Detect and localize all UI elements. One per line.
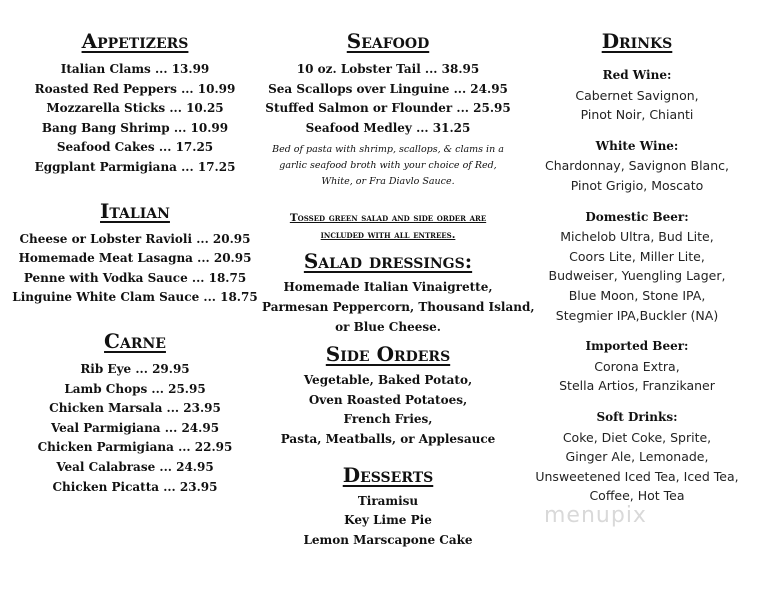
side-order-line: Oven Roasted Potatoes, — [308, 392, 468, 407]
appetizers-title: Appetizers — [81, 29, 189, 53]
drink-line: Budweiser, Yuengling Lager, — [548, 268, 726, 284]
menupix-watermark: menupix — [544, 503, 647, 528]
seafood-note: White, or Fra Diavlo Sauce. — [321, 176, 455, 188]
menu-item: Sea Scallops over Linguine ... 24.95 — [268, 81, 508, 96]
salad-dressing-line: or Blue Cheese. — [335, 319, 441, 334]
side-orders-title: Side Orders — [325, 342, 451, 367]
drink-category: White Wine: — [595, 138, 679, 153]
carne-title: Carne — [104, 328, 166, 353]
drink-line: Coffee, Hot Tea — [589, 488, 685, 504]
drink-line: Blue Moon, Stone IPA, — [568, 287, 706, 303]
seafood-note: Bed of pasta with shrimp, scallops, & clams in a — [272, 144, 504, 156]
drink-line: Coors Lite, Miller Lite, — [569, 248, 705, 264]
drink-line: Stella Artios, Franzikaner — [559, 378, 715, 394]
menu-item: Chicken Marsala ... 23.95 — [49, 401, 221, 416]
menu-item: Chicken Picatta ... 23.95 — [52, 479, 218, 494]
drink-category: Soft Drinks: — [596, 409, 678, 424]
menu-item: 10 oz. Lobster Tail ... 38.95 — [296, 62, 480, 76]
menu-item: Cheese or Lobster Ravioli ... 20.95 — [19, 231, 251, 246]
drink-line: Stegmier IPA,Buckler (NA) — [555, 307, 719, 323]
menu-item: Veal Calabrase ... 24.95 — [56, 459, 214, 474]
drink-line: Coke, Diet Coke, Sprite, — [562, 429, 712, 445]
dessert-item: Key Lime Pie — [344, 513, 432, 528]
menu-item: Penne with Vodka Sauce ... 18.75 — [23, 270, 247, 285]
drink-category: Domestic Beer: — [585, 209, 689, 224]
included-note: Tossed green salad and side order are — [289, 212, 487, 225]
drinks-column — [528, 28, 746, 506]
menu-item: Eggplant Parmigiana ... 17.25 — [34, 159, 236, 174]
drink-line: Michelob Ultra, Bud Lite, — [560, 229, 714, 245]
salad-dressing-line: Homemade Italian Vinaigrette, — [283, 280, 493, 295]
menu-item: Homemade Meat Lasagna ... 20.95 — [18, 251, 252, 266]
left-column — [10, 28, 260, 497]
menu-item: Italian Clams ... 13.99 — [60, 62, 210, 76]
dessert-item: Tiramisu — [357, 493, 419, 508]
menu-item: Chicken Parmigiana ... 22.95 — [37, 440, 233, 455]
drink-line: Ginger Ale, Lemonade, — [565, 449, 709, 465]
middle-column — [262, 28, 535, 550]
drink-line: Pinot Grigio, Moscato — [570, 177, 704, 193]
menu-item: Veal Parmigiana ... 24.95 — [50, 420, 220, 435]
menu-item: Seafood Cakes ... 17.25 — [56, 140, 214, 155]
drink-category: Imported Beer: — [585, 339, 689, 354]
seafood-title: Seafood — [346, 29, 430, 53]
drink-line: Corona Extra, — [594, 358, 680, 374]
side-order-line: French Fries, — [343, 412, 433, 427]
desserts-title: Desserts — [342, 462, 434, 487]
seafood-note: garlic seafood broth with your choice of Red, — [279, 160, 497, 172]
salad-dressing-line: Parmesan Peppercorn, Thousand Island, — [262, 299, 535, 314]
menu-item: Seafood Medley ... 31.25 — [305, 120, 471, 135]
salad-dressings-title: Salad dressings: — [303, 249, 473, 274]
drinks-title: Drinks — [601, 29, 673, 53]
drink-line: Chardonnay, Savignon Blanc, — [544, 158, 729, 174]
dessert-item: Lemon Marscapone Cake — [303, 532, 473, 547]
side-order-line: Vegetable, Baked Potato, — [303, 373, 473, 388]
included-note: included with all entrees. — [320, 229, 456, 242]
drink-category: Red Wine: — [602, 68, 672, 82]
drink-line: Unsweetened Iced Tea, Iced Tea, — [535, 468, 739, 484]
menu-item: Mozzarella Sticks ... 10.25 — [46, 101, 224, 116]
drink-line: Cabernet Savignon, — [575, 87, 699, 103]
italian-title: Italian — [100, 198, 170, 223]
menu-item: Lamb Chops ... 25.95 — [64, 381, 206, 396]
side-order-line: Pasta, Meatballs, or Applesauce — [280, 431, 496, 446]
menu-item: Roasted Red Peppers ... 10.99 — [34, 81, 236, 96]
menu-item: Linguine White Clam Sauce ... 18.75 — [12, 290, 258, 305]
menu-item: Stuffed Salmon or Flounder ... 25.95 — [265, 101, 511, 116]
menu-item: Rib Eye ... 29.95 — [80, 361, 190, 376]
menu-item: Bang Bang Shrimp ... 10.99 — [41, 120, 229, 135]
drink-line: Pinot Noir, Chianti — [580, 107, 694, 123]
